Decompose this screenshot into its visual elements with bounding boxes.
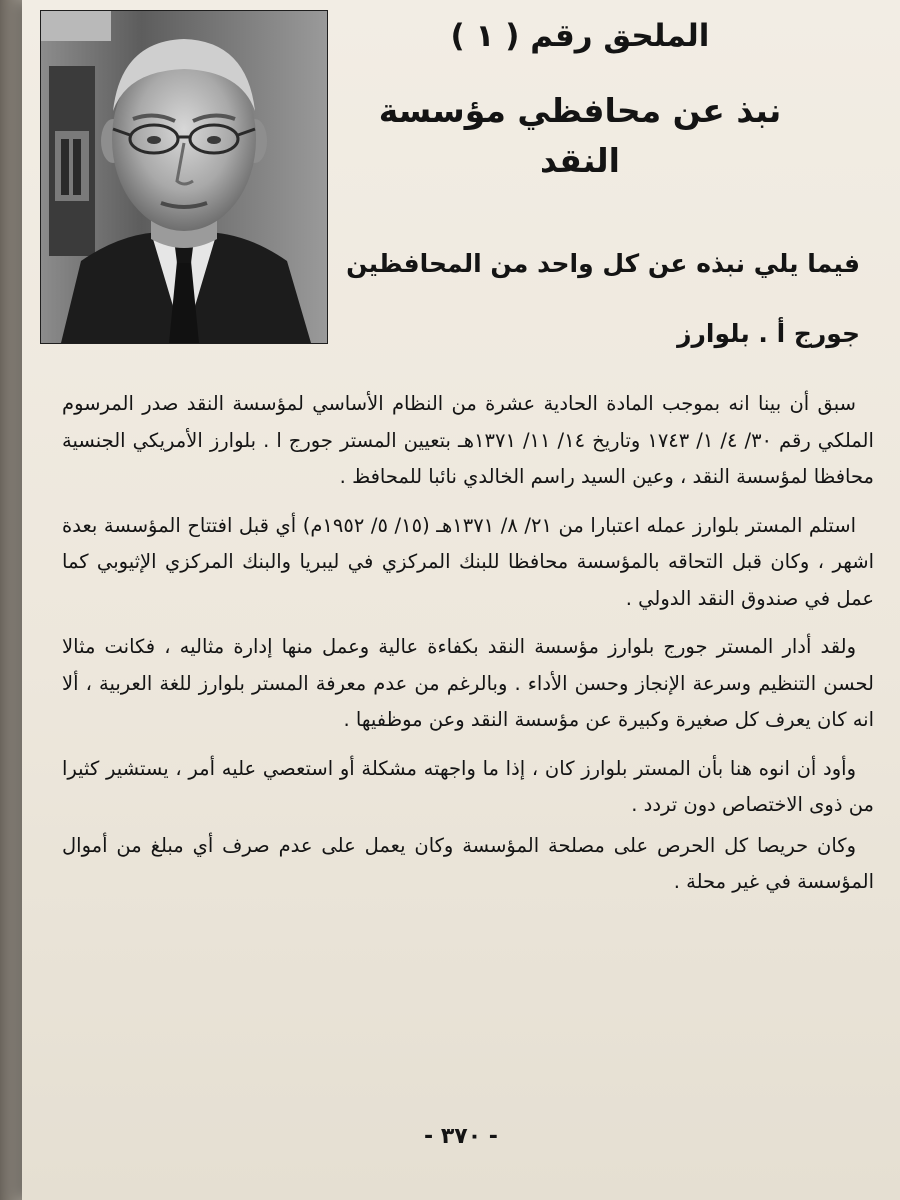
governor-portrait (40, 10, 328, 344)
intro-line: فيما يلي نبذه عن كل واحد من المحافظين (346, 249, 860, 278)
paragraph: وكان حريصا كل الحرص على مصلحة المؤسسة وكان يعمل على عدم صرف أي مبلغ من أموال المؤسسة في غير محلة . (62, 833, 874, 893)
body-text (62, 386, 874, 913)
paragraph: سبق أن بينا انه بموجب المادة الحادية عشرة من النظام الأساسي لمؤسسة النقد صدر المرسوم الملكي رقم ٣٠/ ٤/ ١/ ١٧٤٣ وتاريخ ١٤/ ١١/ ١٣٧١هـ بتعيين المستر جورج ا . بلوارز الأمريكي الجنسية محافظا لمؤسسة النقد ، وعين السيد راسم الخالدي نائبا للمحافظ . (62, 392, 874, 488)
paragraph: وأود أن انوه هنا بأن المستر بلوارز كان ، إذا ما واجهته مشكلة أو استعصي عليه أمر ، يستشير كثيرا من ذوى الاختصاص دون تردد . (62, 756, 874, 816)
paragraph: استلم المستر بلوارز عمله اعتبارا من ٢١/ ٨/ ١٣٧١هـ (١٥/ ٥/ ١٩٥٢م) أي قبل افتتاح المؤسسة بعدة اشهر ، وكان قبل التحاقه بالمؤسسة محافظا للبنك المركزي في ليبريا والبنك المركزي الإثيوبي كما عمل في صندوق النقد الدولي . (62, 513, 874, 610)
page-number: - ٣٧٠ - (424, 1124, 498, 1149)
book-page (22, 0, 900, 1200)
section-title: نبذ عن محافظي مؤسسة النقد (378, 91, 782, 180)
paragraph: ولقد أدار المستر جورج بلوارز مؤسسة النقد بكفاءة عالية وعمل منها إدارة مثاليه ، فكانت مثالا لحسن التنظيم وسرعة الإنجاز وحسن الأداء . وبالرغم من عدم معرفة المستر بلوارز للغة العربية ، ألا انه كان يعرف كل صغيرة وكبيرة عن مؤسسة النقد وعن موظفيها . (62, 635, 874, 731)
governor-name: جورج أ . بلوارز (677, 319, 860, 348)
appendix-title: الملحق رقم ( ١ ) (450, 18, 710, 54)
